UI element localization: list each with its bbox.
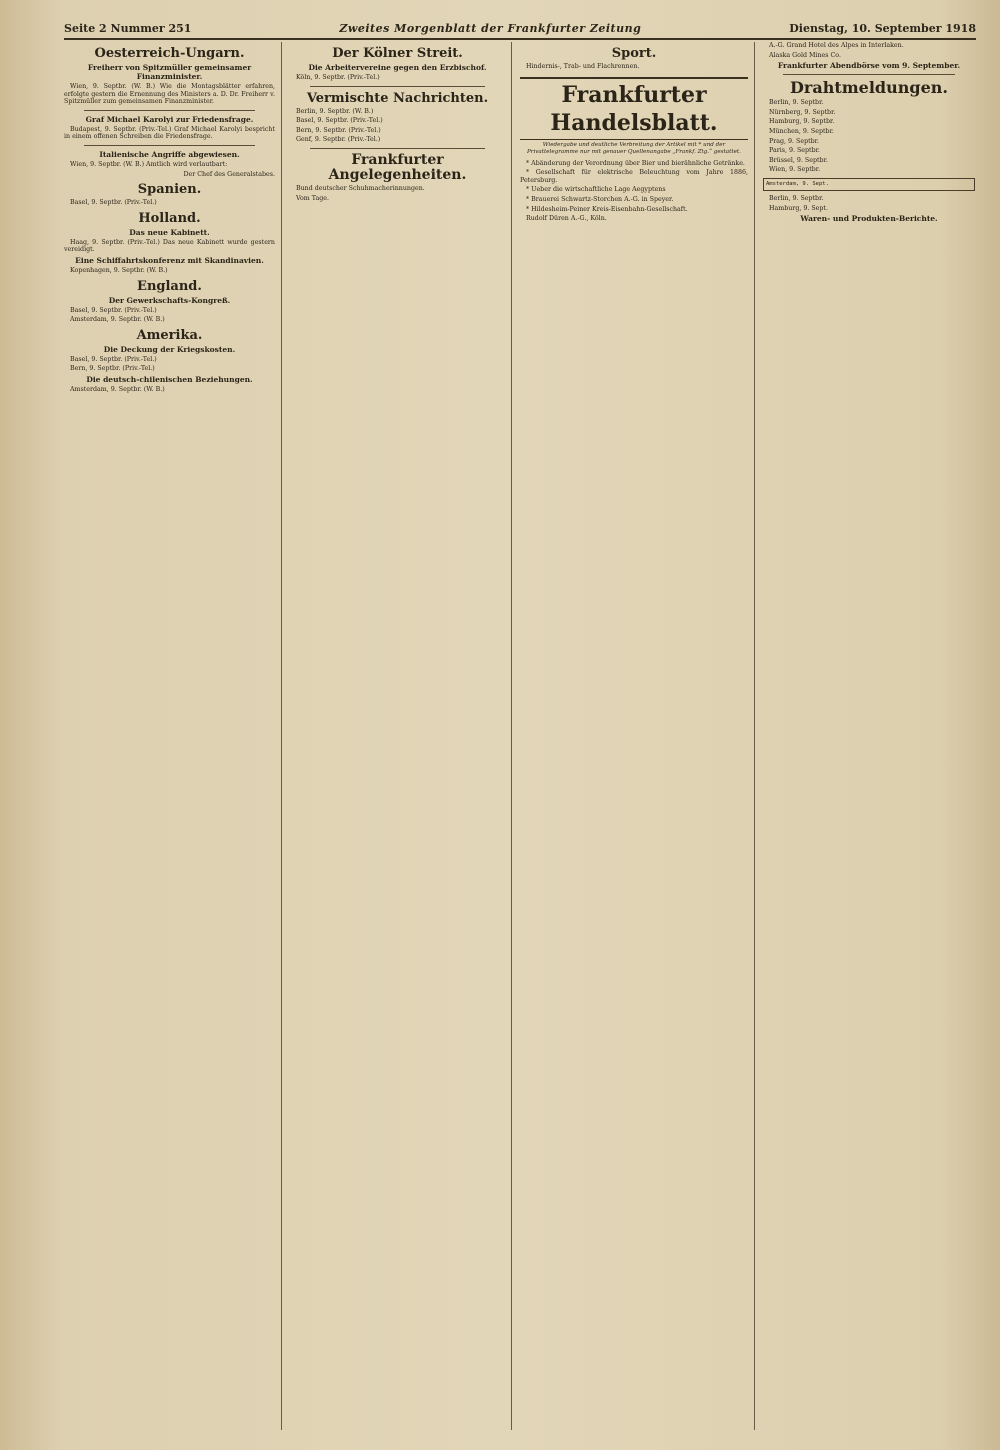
table-title: Amsterdam, 9. Sept. xyxy=(766,180,829,187)
divider xyxy=(310,86,485,87)
column-4 xyxy=(763,42,981,1430)
article-text: Bern, 9. Septbr. (Priv.-Tel.) xyxy=(296,126,381,134)
article-text: Brüssel, 9. Septbr. xyxy=(769,156,828,164)
column-1 xyxy=(64,42,282,1430)
article-text: Nürnberg, 9. Septbr. xyxy=(769,108,836,116)
divider xyxy=(84,110,255,111)
section-title: Amerika. xyxy=(136,327,203,343)
section-title: England. xyxy=(137,278,202,294)
article-text: Berlin, 9. Septbr. xyxy=(769,99,824,107)
header-page-number: Seite 2 Nummer 251 xyxy=(64,21,192,35)
section-title: Oesterreich-Ungarn. xyxy=(94,46,245,61)
article-signature: Der Chef des Generalstabes. xyxy=(183,170,275,178)
column-2 xyxy=(290,42,512,1430)
columns xyxy=(64,42,976,1430)
section-title: Sport. xyxy=(611,46,657,61)
article-text: Berlin, 9. Septbr. (W. B.) xyxy=(296,107,374,115)
section-title: Vermischte Nachrichten. xyxy=(306,90,489,106)
article-headline: A.-G. Grand Hotel des Alpes in Interlaken. xyxy=(769,42,904,49)
article-text: Basel, 9. Septbr. (Priv.-Tel.) xyxy=(70,199,157,207)
article-headline: Rudolf Düren A.-G., Köln. xyxy=(526,215,607,223)
article-headline: Der Gewerkschafts-Kongreß. xyxy=(108,295,231,305)
article-text: Prag, 9. Septbr. xyxy=(769,137,819,145)
article-headline: Waren- und Produkten-Berichte. xyxy=(800,214,938,224)
article-text: Hindernis-, Trab- und Flachrennen. xyxy=(526,63,640,70)
divider xyxy=(84,145,255,146)
article-headline: Italienische Angriffe abgewiesen. xyxy=(99,149,240,159)
page-header xyxy=(64,18,976,40)
exchange-table xyxy=(763,178,975,191)
article-headline: Eine Schiffahrtskonferenz mit Skandinavien. xyxy=(75,255,264,265)
article-headline: Die Deckung der Kriegskosten. xyxy=(103,344,236,354)
article-text: Basel, 9. Septbr. (Priv.-Tel.) xyxy=(296,117,383,125)
article-text: Genf, 9. Septbr. (Priv.-Tel.) xyxy=(296,136,381,144)
article-text: Wien, 9. Septbr. xyxy=(769,166,821,174)
article-headline: * Abänderung der Verordnung über Bier und bierähnliche Getränke. xyxy=(526,159,745,167)
article-text: Wien, 9. Septbr. (W. B.) Amtlich wird verlautbart: xyxy=(70,160,228,168)
article-text: Haag, 9. Septbr. (Priv.-Tel.) Das neue Kabinett wurde gestern vereidigt. xyxy=(64,238,275,254)
article-text: Budapest, 9. Septbr. (Priv.-Tel.) Graf Michael Karolyi bespricht in einem offenen Schreiben die Friedensfrage. xyxy=(64,125,275,141)
article-text: Wien, 9. Septbr. (W. B.) Wie die Montagsblätter erfahren, erfolgte gestern die Ernennung des Ministers a. D. Dr. Freiherr v. Spitzmüller zum gemeinsamen Finanzminister. xyxy=(64,83,275,106)
article-text: Amsterdam, 9. Septbr. (W. B.) xyxy=(70,385,165,393)
article-text: Köln, 9. Septbr. (Priv.-Tel.) xyxy=(296,74,380,81)
divider xyxy=(310,148,485,149)
article-headline: Alaska Gold Mines Co. xyxy=(769,51,841,59)
article-headline: * Brauerei Schwartz-Storchen A.-G. in Speyer. xyxy=(526,195,674,203)
article-headline: Die deutsch-chilenischen Beziehungen. xyxy=(86,374,253,384)
article-text: Vom Tage. xyxy=(296,194,329,202)
article-text: Basel, 9. Septbr. (Priv.-Tel.) xyxy=(70,355,157,363)
article-headline: * Gesellschaft für elektrische Beleuchtung vom Jahre 1886, Petersburg. xyxy=(520,169,748,184)
article-text: Bern, 9. Septbr. (Priv.-Tel.) xyxy=(70,365,155,373)
handelsblatt-banner: Frankfurter Handelsblatt. xyxy=(520,77,748,140)
article-text: Amsterdam, 9. Septbr. (W. B.) xyxy=(70,316,165,324)
article-text: Basel, 9. Septbr. (Priv.-Tel.) xyxy=(70,306,157,314)
article-headline: Freiherr von Spitzmüller gemeinsamer Finanzminister. xyxy=(87,63,252,81)
article-text: Bund deutscher Schuhmacherinnungen. xyxy=(296,184,425,192)
section-title: Der Kölner Streit. xyxy=(332,46,463,61)
article-text: Paris, 9. Septbr. xyxy=(769,147,820,155)
article-headline: * Ueber die wirtschaftliche Lage Aegyptens xyxy=(526,186,666,194)
divider xyxy=(783,74,955,75)
section-title: Frankfurter Angelegenheiten. xyxy=(328,151,467,183)
article-headline: Das neue Kabinett. xyxy=(129,227,210,237)
article-headline: * Hildesheim-Peiner Kreis-Eisenbahn-Gesellschaft. xyxy=(526,205,688,213)
section-title: Drahtmeldungen. xyxy=(790,78,948,98)
section-title: Spanien. xyxy=(137,182,202,198)
article-text: München, 9. Septbr. xyxy=(769,127,834,135)
section-title: Holland. xyxy=(138,210,201,226)
header-date: Dienstag, 10. September 1918 xyxy=(789,21,976,35)
article-text: Berlin, 9. Septbr. xyxy=(769,194,824,202)
banner-notice: Wiedergabe und deutliche Verbreitung der Artikel mit * und der Privattelegramme nur mit genauer Quellenangabe „Frankf. Ztg.“ gestattet. xyxy=(527,141,741,155)
column-3 xyxy=(520,42,755,1430)
article-text: Hamburg, 9. Septbr. xyxy=(769,118,835,126)
article-headline: Frankfurter Abendbörse vom 9. September. xyxy=(777,61,961,71)
article-headline: Graf Michael Karolyi zur Friedensfrage. xyxy=(85,114,254,124)
article-text: Kopenhagen, 9. Septbr. (W. B.) xyxy=(70,266,168,274)
article-headline: Die Arbeitervereine gegen den Erzbischof. xyxy=(308,63,487,72)
article-text: Hamburg, 9. Sept. xyxy=(769,204,828,212)
header-masthead: Zweites Morgenblatt der Frankfurter Zeitung xyxy=(339,21,642,35)
